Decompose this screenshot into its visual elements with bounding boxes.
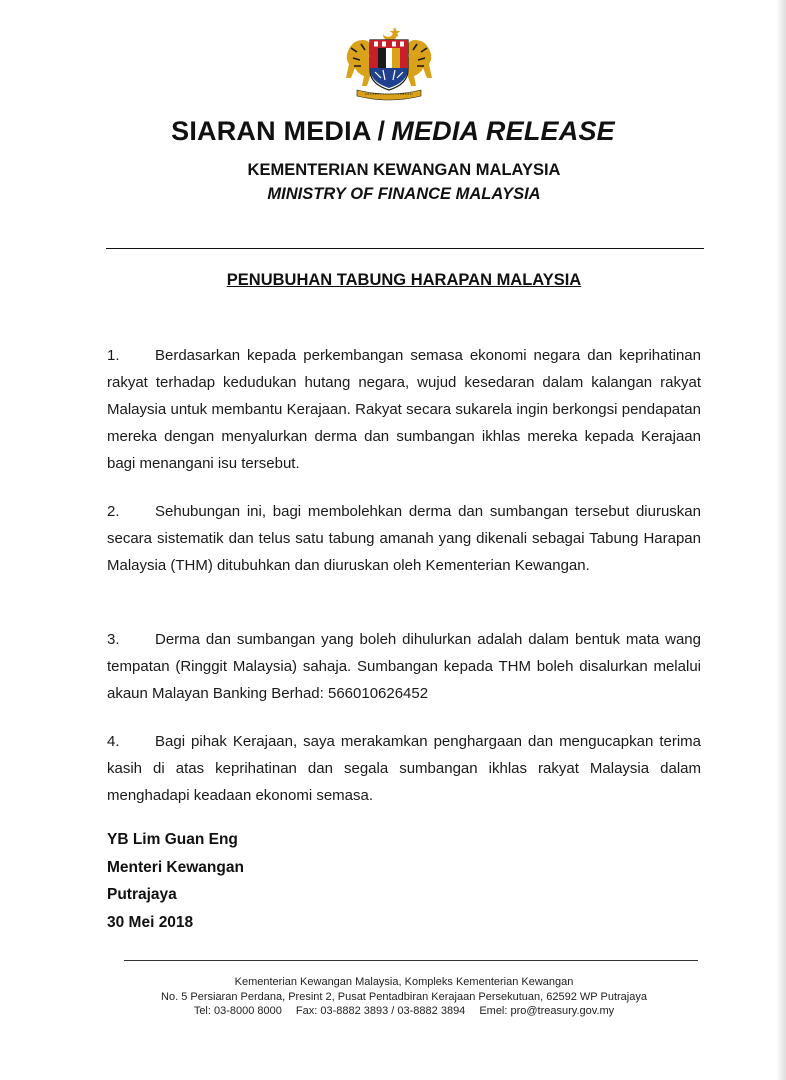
footer-telephone: Tel: 03-8000 8000 — [193, 1005, 282, 1017]
signatory-name: YB Lim Guan Eng — [107, 831, 238, 848]
paragraph-text: Derma dan sumbangan yang boleh dihulurkan adalah dalam bentuk mata wang tempatan (Ringgit Malaysia) sahaja. Sumbangan kepada THM boleh disalurkan melalui akaun Malayan Banking Berhad: 566010626452 — [107, 631, 701, 702]
signature-date: 30 Mei 2018 — [107, 913, 194, 931]
signature-place: Putrajaya — [107, 886, 177, 903]
footer-line-2: No. 5 Persiaran Perdana, Presint 2, Pusat Pentadbiran Kerajaan Persekutuan, 62592 WP Putrajaya — [161, 990, 647, 1003]
paragraph-2 — [107, 498, 701, 579]
footer-contact-line — [0, 1004, 786, 1019]
paragraph-number: 4. — [107, 733, 120, 750]
page-edge-shadow — [776, 0, 786, 1080]
paragraph-text: Bagi pihak Kerajaan, saya merakamkan penghargaan dan mengucapkan terima kasih di atas keprihatinan dan segala sumbangan ikhlas rakyat Malaysia dalam menghadapi keadaan ekonomi semasa. — [107, 733, 701, 804]
ministry-name-malay: KEMENTERIAN KEWANGAN MALAYSIA — [247, 161, 561, 179]
signatory-position: Menteri Kewangan — [107, 858, 244, 876]
footer-divider — [124, 960, 698, 961]
title-separator: / — [377, 116, 386, 146]
title-english: MEDIA RELEASE — [391, 116, 615, 146]
paragraph-3 — [107, 626, 701, 707]
footer-line-1: Kementerian Kewangan Malaysia, Kompleks Kementerian Kewangan — [234, 976, 574, 988]
paragraph-number: 1. — [107, 347, 120, 364]
footer-email[interactable]: Emel: pro@treasury.gov.my — [479, 1005, 615, 1017]
title-malay: SIARAN MEDIA — [171, 116, 372, 146]
footer-address — [0, 975, 786, 1019]
signature-block — [107, 826, 244, 936]
paragraph-text: Berdasarkan kepada perkembangan semasa ekonomi negara dan keprihatinan rakyat terhadap kedudukan hutang negara, wujud kesedaran dalam kalangan rakyat Malaysia untuk membantu Kerajaan. Rakyat secara sukarela ingin berkongsi pendapatan mereka dengan menyalurkan derma dan sumbangan ikhlas mereka kepada Kerajaan bagi menangani isu tersebut. — [107, 347, 701, 472]
paragraph-text: Sehubungan ini, bagi membolehkan derma dan sumbangan tersebut diuruskan secara sistematik dan telus satu tabung amanah yang dikenali sebagai Tabung Harapan Malaysia (THM) ditubuhkan dan diuruskan oleh Kementerian Kewangan. — [107, 503, 701, 574]
header-divider — [106, 248, 704, 249]
paragraph-number: 2. — [107, 503, 120, 520]
document-heading: PENUBUHAN TABUNG HARAPAN MALAYSIA — [226, 271, 582, 289]
ministry-name-english: MINISTRY OF FINANCE MALAYSIA — [267, 185, 541, 203]
paragraph-1 — [107, 342, 701, 477]
paragraph-number: 3. — [107, 631, 120, 648]
release-title — [0, 116, 786, 147]
malaysia-coat-of-arms-logo — [339, 24, 439, 104]
paragraph-4 — [107, 728, 701, 809]
footer-fax: Fax: 03-8882 3893 / 03-8882 3894 — [295, 1005, 466, 1017]
